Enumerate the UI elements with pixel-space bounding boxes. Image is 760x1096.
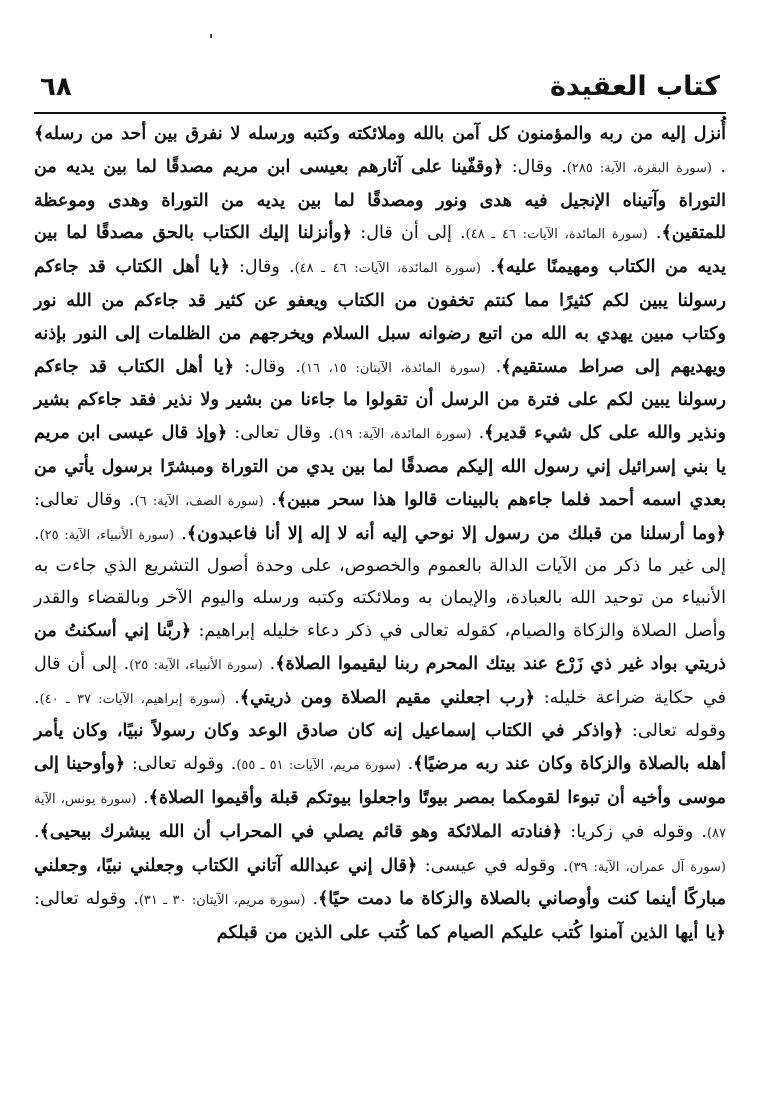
body-text-run: . <box>136 787 149 808</box>
verse-reference: (سورة البقرة، الآية: ٢٨٥) <box>566 160 712 176</box>
body-text-run: . <box>34 821 40 842</box>
body-text-run: . وقوله في زكريا: <box>562 821 707 842</box>
body-text-run: . <box>263 489 277 510</box>
verse-reference: (سورة الأنبياء، الآية: ٢٥) <box>129 657 263 673</box>
page-header <box>40 70 720 110</box>
quran-verse: ﴿واذكر في الكتاب إسماعيل إنه كان صادق الوعد وكان رسولاً نبيًا، وكان يأمر أهله بالصلاة والزكاة وكان عند ربه مرضيًا﴾ <box>34 720 726 775</box>
quran-verse: ﴿وإذ قال عيسى ابن مريم يا بني إسرائيل إني رسول الله إليكم مصدقًا لما بين يدي من التوراة ومبشرًا برسول يأتي من بعدي اسمه أحمد فلما جاءهم بالبينات قالوا هذا سحر مبين﴾ <box>34 422 726 510</box>
body-text-run: . وقال تعالى: <box>227 423 334 444</box>
body-text <box>34 118 726 950</box>
verse-reference: (سورة المائدة، الآيات: ٤٦ ـ ٤٨) <box>294 261 481 277</box>
verse-reference: (سورة المائدة، الآيتان: ١٥، ١٦) <box>300 360 486 376</box>
body-text-run: . إلى أن قال: <box>352 223 466 244</box>
quran-verse: ﴿ربَّنا إني أسكنتُ من ذريتي بواد غير ذي زَرْع عند بيتك المحرم ربنا ليقيموا الصلاة﴾ <box>34 619 727 674</box>
scan-speck <box>210 34 212 38</box>
verse-reference: (سورة المائدة، الآية: ١٩) <box>333 427 472 443</box>
body-text-run: . <box>647 223 662 244</box>
verse-reference: (سورة يونس، الآية ٨٧) <box>34 791 726 841</box>
verse-reference: (سورة إبراهيم، الآيات: ٣٧ ـ ٤٠) <box>39 691 226 707</box>
page-number: ٦٨ <box>40 72 72 102</box>
verse-reference: (سورة الأنبياء، الآية: ٢٥) <box>39 527 175 543</box>
body-text-run: . <box>305 889 318 910</box>
body-text-run: . وقال: <box>229 257 295 278</box>
quran-verse: ﴿وقفّينا على آثارهم بعيسى ابن مريم مصدقًا لما بين يديه من التوراة وآتيناه الإنجيل فيه هدى ونور ومصدقًا لما بين يديه من التوراة وهدى وموعظة للمتقين﴾ <box>34 155 727 244</box>
verse-reference: (سورة الصف، الآية: ٦) <box>134 493 264 509</box>
verse-reference: (سورة آل عمران، الآية: ٣٩) <box>568 859 726 875</box>
paragraph <box>34 118 726 950</box>
body-text-run: . <box>485 356 502 377</box>
quran-verse: ﴿وأنزلنا إليك الكتاب بالحق مصدقًا لما بين يديه من الكتاب ومهيمنًا عليه﴾ <box>34 222 727 278</box>
quran-verse: ﴿يا أهل الكتاب قد جاءكم رسولنا يبين لكم على فترة من الرسل أن تقولوا ما جاءنا من بشير ولا نذير فقد جاءكم بشير ونذير والله على كل شيء قدير﴾ <box>34 355 726 444</box>
body-text-run: . <box>711 156 726 177</box>
body-text-run: . <box>262 653 276 674</box>
body-text-run: . وقال: <box>503 156 567 177</box>
body-text-run: . <box>225 687 240 708</box>
verse-reference: (سورة مريم، الآيتان: ٣٠ ـ ٣١) <box>138 893 306 909</box>
verse-reference: (سورة المائدة، الآيات: ٤٦ ـ ٤٨) <box>465 227 648 243</box>
body-text-run: . وقال تعالى: <box>34 489 135 510</box>
body-text-run: . <box>400 754 414 775</box>
quran-verse: ﴿فنادته الملائكة وهو قائم يصلي في المحراب أن الله يبشرك بيحيى﴾ <box>39 820 563 842</box>
body-text-run: . <box>480 257 496 278</box>
book-title: كتاب العقيدة <box>549 71 720 102</box>
body-text-run: . وقال: <box>234 356 301 377</box>
quran-verse: ﴿يا أهل الكتاب قد جاءكم رسولنا يبين لكم كثيرًا مما كنتم تخفون من الكتاب ويعفو عن كثير قد جاءكم من الله نور وكتاب مبين يهدي به الله من اتبع رضوانه سبل السلام ويخرجهم من الظلمات إلى النور بإذنه ويهديهم إلى صراط مستقيم﴾ <box>34 256 727 377</box>
quran-verse: أُنزل إليه من ربه والمؤمنون كل آمن بالله وملائكته وكتبه ورسله لا نفرق بين أحد من رسله﴾ <box>34 123 726 144</box>
quran-verse: ﴿وأوحينا إلى موسى وأخيه أن تبوءا لقومكما بمصر بيوتًا واجعلوا بيوتكم قبلة وأقيموا الصلاة﴾ <box>34 753 727 808</box>
body-text-run: . <box>174 523 187 544</box>
quran-verse: ﴿يا أيها الذين آمنوا كُتب عليكم الصيام كما كُتب على الذين من قبلكم <box>216 922 726 944</box>
body-text-run: . إلى أن قال في حكاية ضراعة خليله: <box>34 653 727 708</box>
quran-verse: ﴿رب اجعلني مقيم الصلاة ومن ذريتي﴾ <box>239 686 536 708</box>
body-text-run: . وقوله تعالى: <box>125 754 237 775</box>
quran-verse: ﴿قال إني عبدالله آتاني الكتاب وجعلني نبيًا، وجعلني مباركًا أينما كنت وأوصاني بالصلاة والزكاة ما دمت حيًا﴾ <box>34 854 726 910</box>
body-text-run: . وقوله تعالى: <box>34 889 139 910</box>
body-text-run: . وقوله في عيسى: <box>417 855 569 876</box>
quran-verse: ﴿وما أرسلنا من قبلك من رسول إلا نوحي إليه أنه لا إله إلا أنا فاعبدون﴾ <box>186 522 726 544</box>
body-text-run: . وقوله تعالى: <box>34 687 726 742</box>
body-text-run: . <box>471 423 485 444</box>
verse-reference: (سورة مريم، الآيات: ٥١ ـ ٥٥) <box>236 758 401 774</box>
body-text-run: . إلى غير ما ذكر من الآيات الدالة بالعموم والخصوص، على وحدة أصول التشريع الذي جاءت به الأنبياء من توحيد الله بالعبادة، والإيمان به وملائكته وكتبه ورسله واليوم الآخر وبالقضاء والقدر وأصل الصلاة والزكاة والصيام، كقوله تعالى في ذكر دعاء خليله إبراهيم: <box>34 523 726 641</box>
header-rule <box>34 112 726 114</box>
